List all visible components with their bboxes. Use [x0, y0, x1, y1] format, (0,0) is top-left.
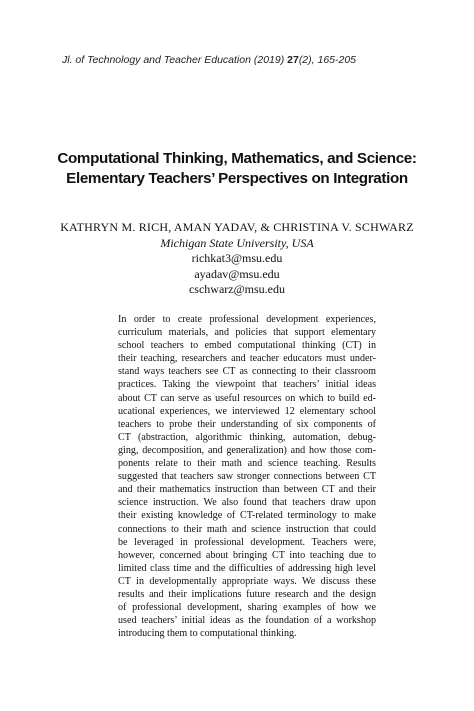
abstract-line: their teaching, researchers and teacher educators must under-	[118, 353, 376, 365]
abstract-line: limited class time and the difficulties of addressing high level	[118, 562, 376, 574]
paper-title-line-1: Computational Thinking, Mathematics, and Science:	[57, 150, 417, 167]
paper-title-line-2: Elementary Teachers’ Perspectives on Integration	[66, 170, 408, 187]
author-email-1: richkat3@msu.edu	[191, 251, 283, 265]
abstract-line: curriculum materials, and policies that support elementary	[118, 327, 376, 339]
abstract-line: used teachers’ initial ideas as the foundation of a workshop	[118, 615, 376, 627]
abstract	[118, 313, 376, 640]
abstract-line: connections to their math and science instruction that could	[118, 523, 376, 535]
abstract-line: practices. Taking the viewpoint that teachers’ initial ideas	[118, 379, 376, 391]
author-affiliation: Michigan State University, USA	[160, 235, 314, 250]
abstract-line: introducing them to computational thinking.	[118, 628, 297, 640]
abstract-line: science instruction. We also found that teachers draw upon	[118, 497, 376, 509]
abstract-line: school teachers to embed computational thinking (CT) in	[118, 340, 376, 352]
author-names: KATHRYN M. RICH, AMAN YADAV, & CHRISTINA V. SCHWARZ	[60, 220, 414, 234]
abstract-line: of professional development, sharing examples of how we	[118, 602, 376, 614]
author-block	[20, 220, 454, 298]
journal-name: Jl. of Technology and Teacher Education (2019)	[62, 54, 288, 66]
abstract-line: teachers to probe their understanding of six components of	[118, 418, 376, 430]
journal-volume: 27	[287, 54, 299, 66]
abstract-line: their existing knowledge of CT-related terminology to make	[118, 510, 376, 522]
abstract-line: and their mathematics instruction than between CT and their	[118, 484, 376, 496]
author-email-2: ayadav@msu.edu	[194, 266, 280, 281]
abstract-line: ucational experiences, we interviewed 12 elementary school	[118, 405, 376, 417]
abstract-line: In order to create professional development experiences,	[118, 314, 376, 325]
journal-issue-pages: (2), 165-205	[298, 54, 357, 66]
abstract-line: results and their implications future research and the design	[118, 588, 376, 600]
abstract-line: stand ways teachers see CT as connecting to their classroom	[118, 366, 376, 378]
abstract-line: however, concerned about bringing CT into teaching due to	[118, 549, 376, 561]
abstract-line: CT in developmentally appropriate ways. We discuss these	[118, 575, 376, 587]
paper-title	[20, 149, 454, 189]
author-email-3: cschwarz@msu.edu	[188, 282, 286, 296]
abstract-line: ging, decomposition, and generalization) and how those com-	[118, 444, 376, 456]
journal-citation	[62, 54, 356, 66]
abstract-line: suggested that teachers saw stronger connections between CT	[118, 471, 376, 483]
abstract-line: be leveraged in professional development. Teachers were,	[118, 536, 376, 548]
abstract-line: CT (abstraction, algorithmic thinking, automation, debug-	[118, 431, 376, 443]
abstract-line: ponents relate to their math and science teaching. Results	[118, 458, 376, 470]
abstract-line: about CT can serve as useful resources on which to build ed-	[118, 392, 376, 404]
